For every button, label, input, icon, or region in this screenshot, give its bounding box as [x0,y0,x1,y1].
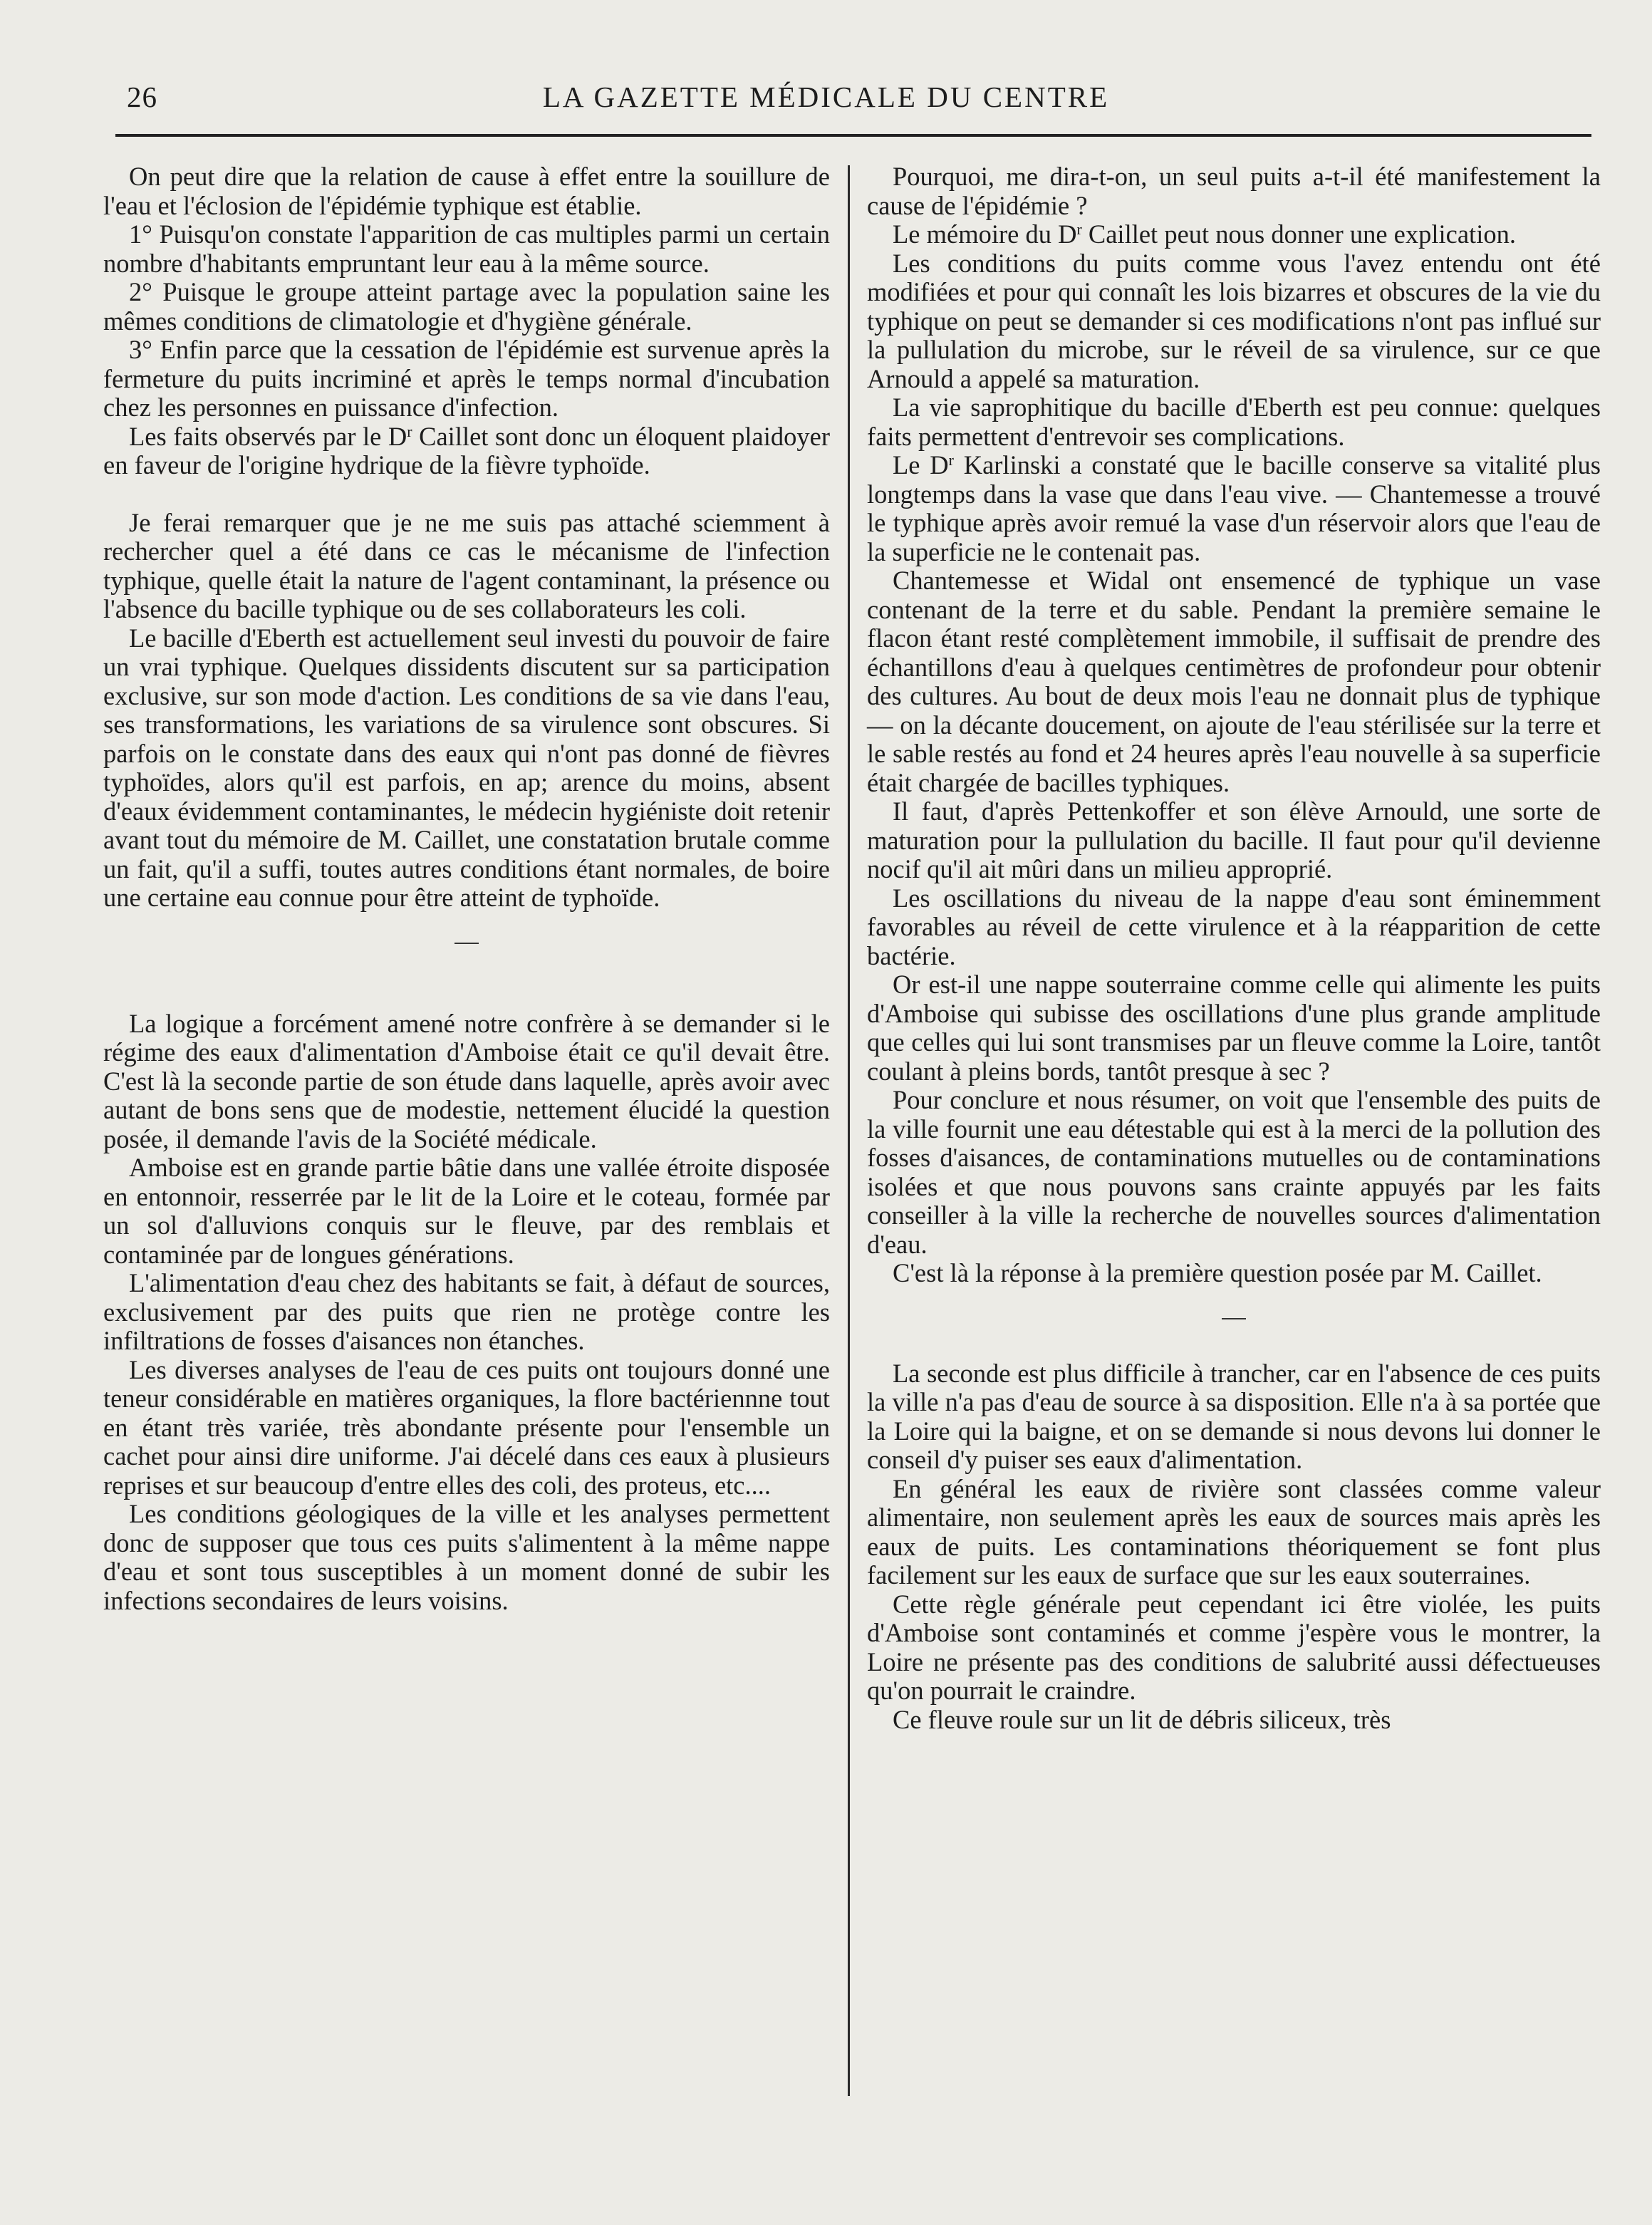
text-run: Le mémoire du D [893,219,1077,249]
paragraph: Les diverses analyses de l'eau de ces puits ont toujours donné une teneur considérable en matières organiques, la flore bactériennne tout en étant très variée, très abondante présente pour l'ensemble un cachet pour ainsi dire uniforme. J'ai décelé dans ces eaux à plusieurs reprises et sur beaucoup d'entre elles des coli, des proteus, etc.... [103,1354,830,1500]
paragraph: Chantemesse et Widal ont ensemencé de typhique un vase contenant de la terre et du sable. Pendant la première semaine le flacon étant resté complètement immobile, il suffisait de prendre des échantillons d'eau à quelques centimètres de profondeur pour obtenir des cultures. Au bout de deux mois l'eau ne donnait plus de typhique — on la décante doucement, on ajoute de l'eau stérilisée sur la terre et le sable restés au fond et 24 heures après l'eau nouvelle à sa superficie était chargée de bacilles typhiques. [867,566,1601,797]
separator-dash [1222,1318,1246,1319]
text-run: Les faits observés par le D [129,421,407,451]
journal-title: LA GAZETTE MÉDICALE DU CENTRE [542,81,1110,113]
superscript: r [1076,219,1082,238]
text-run: Caillet peut nous donner une explication. [1081,219,1516,249]
section-separator [867,1302,1601,1331]
paragraph [103,422,830,480]
right-column [867,162,1601,1734]
paragraph: La seconde est plus difficile à trancher, car en l'absence de ces puits la ville n'a pas d'eau de source à sa disposition. Elle n'a à sa portée que la Loire qui la baigne, et on se demande si nous devons lui donner le conseil d'y puiser ses eaux d'alimentation. [867,1358,1601,1474]
paragraph: 2° Puisque le groupe atteint partage avec la population saine les mêmes conditions de climatologie et d'hygiène générale. [103,277,830,336]
left-column [103,162,830,1615]
paragraph: C'est là la réponse à la première question posée par M. Caillet. [893,1258,1542,1287]
paragraph: Les conditions du puits comme vous l'avez entendu ont été modifiées et pour qui connaît les lois bizarres et obscures de la vie du typhique on peut se demander si ces modifications n'ont pas influé sur la pullulation du microbe, sur le réveil de sa virulence, sur ce que Arnould a appelé sa maturation. [867,248,1601,393]
paragraph: Il faut, d'après Pettenkoffer et son élève Arnould, une sorte de maturation pour la pullulation du bacille. Il faut pour qu'il devienne nocif qu'il ait mûri dans un milieu approprié. [867,797,1601,883]
superscript: r [407,422,412,440]
paragraph: La logique a forcément amené notre confrère à se demander si le régime des eaux d'alimentation d'Amboise était ce qu'il devait être. C'est là la seconde partie de son étude dans laquelle, après avoir avec autant de bons sens que de modestie, nettement élucidé la question posée, il demande l'avis de la Société médicale. [103,1008,830,1153]
paragraph: 3° Enfin parce que la cessation de l'épidémie est survenue après la fermeture du puits incriminé et après le temps normal d'incubation chez les personnes en puissance d'infection. [103,335,830,422]
paragraph: La vie saprophitique du bacille d'Eberth est peu connue: quelques faits permettent d'entrevoir ses complications. [867,393,1601,451]
paragraph: Or est-il une nappe souterraine comme celle qui alimente les puits d'Amboise qui subisse des oscillations d'une plus grande amplitude que celles qui lui sont transmises par un fleuve comme la Loire, tantôt coulant à pleins bords, tantôt presque à sec ? [867,970,1601,1086]
paragraph: Amboise est en grande partie bâtie dans une vallée étroite disposée en entonnoir, resserrée par le lit de la Loire et le coteau, formée par un sol d'alluvions conquis sur le fleuve, par des remblais et contaminée par de longues générations. [103,1153,830,1269]
paragraph: Pourquoi, me dira-t-on, un seul puits a-t-il été manifestement la cause de l'épidémie ? [867,162,1601,220]
separator-dash [454,943,479,944]
paragraph: 1° Puisqu'on constate l'apparition de cas multiples parmi un certain nombre d'habitants empruntant leur eau à la même source. [103,219,830,278]
paragraph: Les oscillations du niveau de la nappe d'eau sont éminemment favorables au réveil de cette virulence et à la réapparition de cette bactérie. [867,883,1601,970]
header-rule [115,134,1591,137]
paragraph: Cette règle générale peut cependant ici être violée, les puits d'Amboise sont contaminés et comme j'espère vous le montrer, la Loire ne présente pas des conditions de salubrité aussi défectueuses qu'on pourrait le craindre. [867,1589,1601,1705]
paragraph: Le bacille d'Eberth est actuellement seul investi du pouvoir de faire un vrai typhique. Quelques dissidents discutent sur sa participation exclusive, sur son mode d'action. Les conditions de sa vie dans l'eau, ses transformations, les variations de sa virulence sont obscures. Si parfois on le constate dans des eaux qui n'ont pas donné de fièvres typhoïdes, alors qu'il est parfois, en ap; arence du moins, absent d'eaux évidemment contaminantes, le médecin hygiéniste doit retenir avant tout du mémoire de M. Caillet, une constatation brutale comme un fait, qu'il a suffi, toutes autres conditions étant normales, de boire une certaine eau connue pour être atteint de typhoïde. [103,623,830,912]
page-number: 26 [127,81,157,113]
section-separator [103,927,830,955]
column-divider [848,165,850,2096]
paragraph: L'alimentation d'eau chez des habitants se fait, à défaut de sources, exclusivement par des puits que rien ne protège contre les infiltrations de fosses d'aisances non étanches. [103,1268,830,1355]
text-run: Le D [893,450,949,479]
paragraph: Les conditions géologiques de la ville et les analyses permettent donc de supposer que tous ces puits s'alimentent à la même nappe d'eau et sont tous susceptibles à un moment donné de subir les infections secondaires de leurs voisins. [103,1499,830,1615]
paragraph [867,451,1601,566]
paragraph: Pour conclure et nous résumer, on voit que l'ensemble des puits de la ville fournit une eau détestable qui est à la merci de la pollution des fosses d'aisances, de contaminations mutuelles ou de contaminations isolées et que nous pouvons sans crainte appuyés par les faits conseiller à la ville la recherche de nouvelles sources d'alimentation d'eau. [867,1085,1601,1259]
paragraph: Ce fleuve roule sur un lit de débris siliceux, très [893,1704,1391,1734]
text-run: Caillet sont donc un éloquent plaidoyer en faveur de l'origine hydrique de la fièvre typhoïde. [103,421,830,479]
paragraph: Je ferai remarquer que je ne me suis pas attaché sciemment à rechercher quel a été dans ce cas le mécanisme de l'infection typhique, quelle était la nature de l'agent contaminant, la présence ou l'absence du bacille typhique ou de ses collaborateurs les coli. [103,507,830,623]
superscript: r [948,450,954,469]
paragraph: On peut dire que la relation de cause à effet entre la souillure de l'eau et l'éclosion de l'épidémie typhique est établie. [103,162,830,220]
text-run: Karlinski a constaté que le bacille conserve sa vitalité plus longtemps dans la vase que dans l'eau vive. — Chantemesse a trouvé le typhique après avoir remué la vase d'un réservoir alors que l'eau de la superficie ne le contenait pas. [867,450,1601,566]
paragraph [867,220,1601,249]
paragraph: En général les eaux de rivière sont classées comme valeur alimentaire, non seulement après les eaux de sources mais après les eaux de puits. Les contaminations théoriquement se font plus facilement sur les eaux de surface que sur les eaux souterraines. [867,1473,1601,1589]
